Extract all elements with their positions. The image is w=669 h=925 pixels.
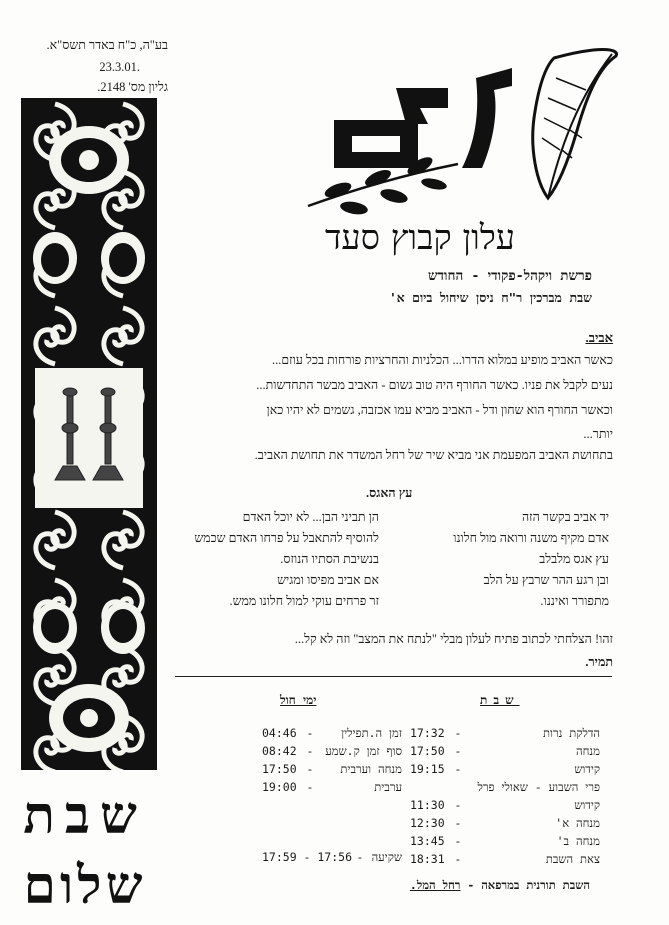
civil-date: 23.3.01. (99, 60, 140, 74)
schedule-label: ערבית (374, 780, 402, 794)
poem-line: מתפורר ואיננו. (540, 594, 609, 608)
parasha-line: פרשת ויקהל-פקודי - החודש (427, 268, 592, 284)
shabbat-schedule-header: שבת (480, 693, 520, 707)
schedule-row (262, 760, 402, 778)
schedule-dash: - (454, 762, 462, 776)
schedule-row (410, 742, 600, 760)
paragraph: בתחושת האביב המפעמת אני מביא שיר של רחל המשדר את תחושת האביב. (254, 448, 613, 462)
shalom-word: שלום (23, 855, 147, 916)
schedule-time: 13:45 (410, 834, 445, 848)
poem-line: יד אביב בקשר הזה (521, 510, 609, 524)
paragraph: וכאשר החורף הוא שחון ודל - האביב מביא עמו אכזבה, גשמים לא יהיו כאן (266, 403, 613, 417)
schedule-label: מנחה א' (555, 816, 600, 830)
poem-line: אדם מקיף משנה ורואה מול חלונו (453, 531, 609, 545)
schedule-dash: - (454, 834, 462, 848)
shabbat-word: שבת (23, 785, 147, 846)
schedule-time: 17:59 - 17:56 (262, 850, 353, 864)
schedule-time: 04:46 (262, 726, 297, 740)
decorative-panel (21, 98, 157, 770)
paragraph: יותר... (583, 427, 613, 441)
schedule-row (262, 778, 402, 796)
schedule-row (410, 850, 600, 868)
schedule-dash: - (454, 852, 462, 866)
schedule-time: 17:32 (410, 726, 445, 740)
schedule-row (262, 742, 402, 760)
schedule-row (410, 814, 600, 832)
weekday-schedule-header: ימי חול (280, 693, 317, 707)
schedule-time: 19:15 (410, 762, 445, 776)
poem-line: זר פרחים עוקי למול חלונו ממש. (229, 594, 379, 608)
schedule-dash: - (306, 744, 314, 758)
signature: תמיר. (585, 655, 613, 669)
closing-line: זהו! הצלחתי לכתוב פתיח לעלון מבלי "לנתח את המצב" וזה לא קל... (294, 632, 613, 646)
shabbat-schedule (410, 720, 600, 870)
paragraph: נעים לקבל את פניו. כאשר החורף היה טוב גשום - האביב מבשר התחדשות... (256, 378, 613, 392)
poem-line: עץ אגס מלבלב (539, 552, 609, 566)
poem-title: עץ האגס. (366, 486, 413, 500)
schedule-row (410, 724, 600, 742)
alim-logo (298, 38, 628, 248)
poem-column-left (179, 507, 379, 612)
schedule-row (262, 724, 402, 742)
issue-number: גליון מס' 2148. (97, 80, 168, 94)
weekday-schedule (262, 720, 402, 870)
schedule-label: שקיעה (371, 850, 402, 864)
schedule-label: מנחה (576, 744, 600, 758)
duty-credit (250, 878, 590, 892)
poem-line: בנשיבת הסתיו הנוזס. (280, 552, 379, 566)
schedule-time: 17:50 (410, 744, 445, 758)
schedule-dash: - (306, 780, 314, 794)
shabbat-shalom-lettering (10, 785, 160, 916)
schedule-dash: - (454, 798, 462, 812)
schedule-label: צאת השבת (545, 852, 600, 866)
schedule-time: 19:00 (262, 780, 297, 794)
duty-name: רחל המל. (409, 878, 461, 892)
duty-text: השבת תורנית במרפאה - (460, 878, 590, 892)
schedule-label: מנחה וערבית (340, 762, 402, 776)
poem-line: אם אביב מפיסו ומגיש (277, 573, 379, 587)
ornament-image (21, 98, 157, 770)
schedule-dash: - (454, 726, 462, 740)
schedule-row (410, 778, 600, 796)
schedule-time: 18:31 (410, 852, 445, 866)
schedule-label: פרי השבוע - שאולי פרל (477, 780, 600, 794)
shabbat-note: שבת מברכין ר"ח ניסן שיחול ביום א' (389, 290, 592, 305)
poem-line: ובן רגע ההר שרבץ על הלב (483, 573, 609, 587)
section-title: אביב. (585, 330, 613, 345)
schedule-row (262, 848, 402, 866)
schedule-time: 11:30 (410, 798, 445, 812)
poem-column-right (409, 507, 609, 612)
schedule-dash: - (306, 762, 314, 776)
schedule-dash: - (306, 726, 314, 740)
schedule-label: זמן ה.תפילין (341, 726, 402, 740)
paragraph: כאשר האביב מופיע במלוא הדרו... הכלניות והחרציות פורחות בכל עוזם... (271, 353, 613, 367)
bulletin-subtitle: עלון קבוץ סעד (324, 218, 516, 258)
schedule-dash: - (454, 816, 462, 830)
schedule-time: 17:50 (262, 762, 297, 776)
schedule-dash: - (356, 850, 364, 864)
poem-line: הן תביני הבן... לא יוכל האדם (242, 510, 379, 524)
hebrew-date: בע"ה, כ"ח באדר תשס"א. (46, 38, 168, 52)
divider (175, 676, 612, 677)
schedule-dash: - (454, 744, 462, 758)
schedule-label: מנחה ב' (556, 834, 600, 848)
schedule-row (410, 796, 600, 814)
poem-line: להוסיף להתאבל על פרחו האדם שכמש (194, 531, 379, 545)
schedule-row (410, 760, 600, 778)
schedule-label: קידוש (574, 798, 600, 812)
schedule-row (410, 832, 600, 850)
schedule-label: סוף זמן ק.שמע (325, 744, 402, 758)
schedule-label: הדלקת נרות (543, 726, 600, 740)
schedule-time: 08:42 (262, 744, 297, 758)
schedule-time: 12:30 (410, 816, 445, 830)
schedule-label: קידוש (574, 762, 600, 776)
